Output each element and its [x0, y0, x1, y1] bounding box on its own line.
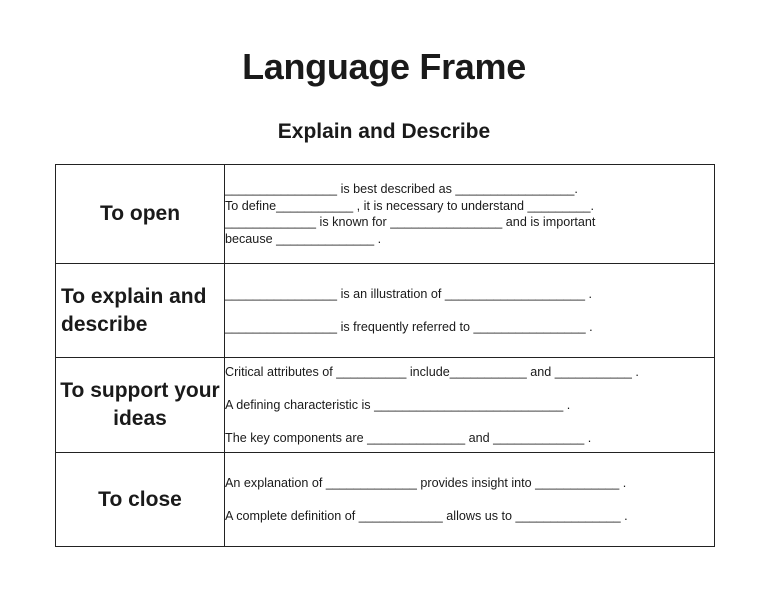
row-content-to-explain-and-describe [225, 264, 715, 358]
sentence-frame: Critical attributes of __________ include___________ and ___________ . [225, 365, 639, 379]
row-content-to-open [225, 165, 715, 264]
sentence-frame: ________________ is frequently referred to ________________ . [225, 320, 593, 334]
sentence-frame: because ______________ . [225, 231, 382, 246]
language-frame-table [55, 164, 715, 547]
row-content-to-support-your-ideas [225, 358, 715, 453]
page-subtitle: Explain and Describe [277, 120, 491, 143]
page-title: Language Frame [242, 46, 526, 87]
sentence-frame: An explanation of _____________ provides insight into ____________ . [225, 476, 627, 490]
row-label-to-close: To close [56, 453, 225, 547]
sentence-frame: _____________ is known for ________________ and is important [225, 215, 596, 229]
sentence-frame: ________________ is an illustration of ____________________ . [225, 287, 592, 301]
sentence-frame: A defining characteristic is ___________________________ . [225, 398, 571, 412]
sentence-frame: The key components are ______________ and _____________ . [225, 431, 592, 445]
row-label-to-explain-and-describe: To explain and describe [56, 264, 225, 358]
table-row-to-support-your-ideas [56, 358, 715, 453]
row-label-to-open: To open [56, 165, 225, 264]
sentence-frame: A complete definition of ____________ allows us to _______________ . [225, 509, 628, 523]
row-label-to-support-your-ideas: To support your ideas [56, 358, 225, 453]
sentence-frame: To define___________ , it is necessary to understand _________. [225, 198, 594, 213]
table-row-to-open [56, 165, 715, 264]
table-row-to-explain-and-describe [56, 264, 715, 358]
table-row-to-close [56, 453, 715, 547]
sentence-frame: ________________ is best described as _________________. [225, 182, 578, 196]
row-content-to-close [225, 453, 715, 547]
